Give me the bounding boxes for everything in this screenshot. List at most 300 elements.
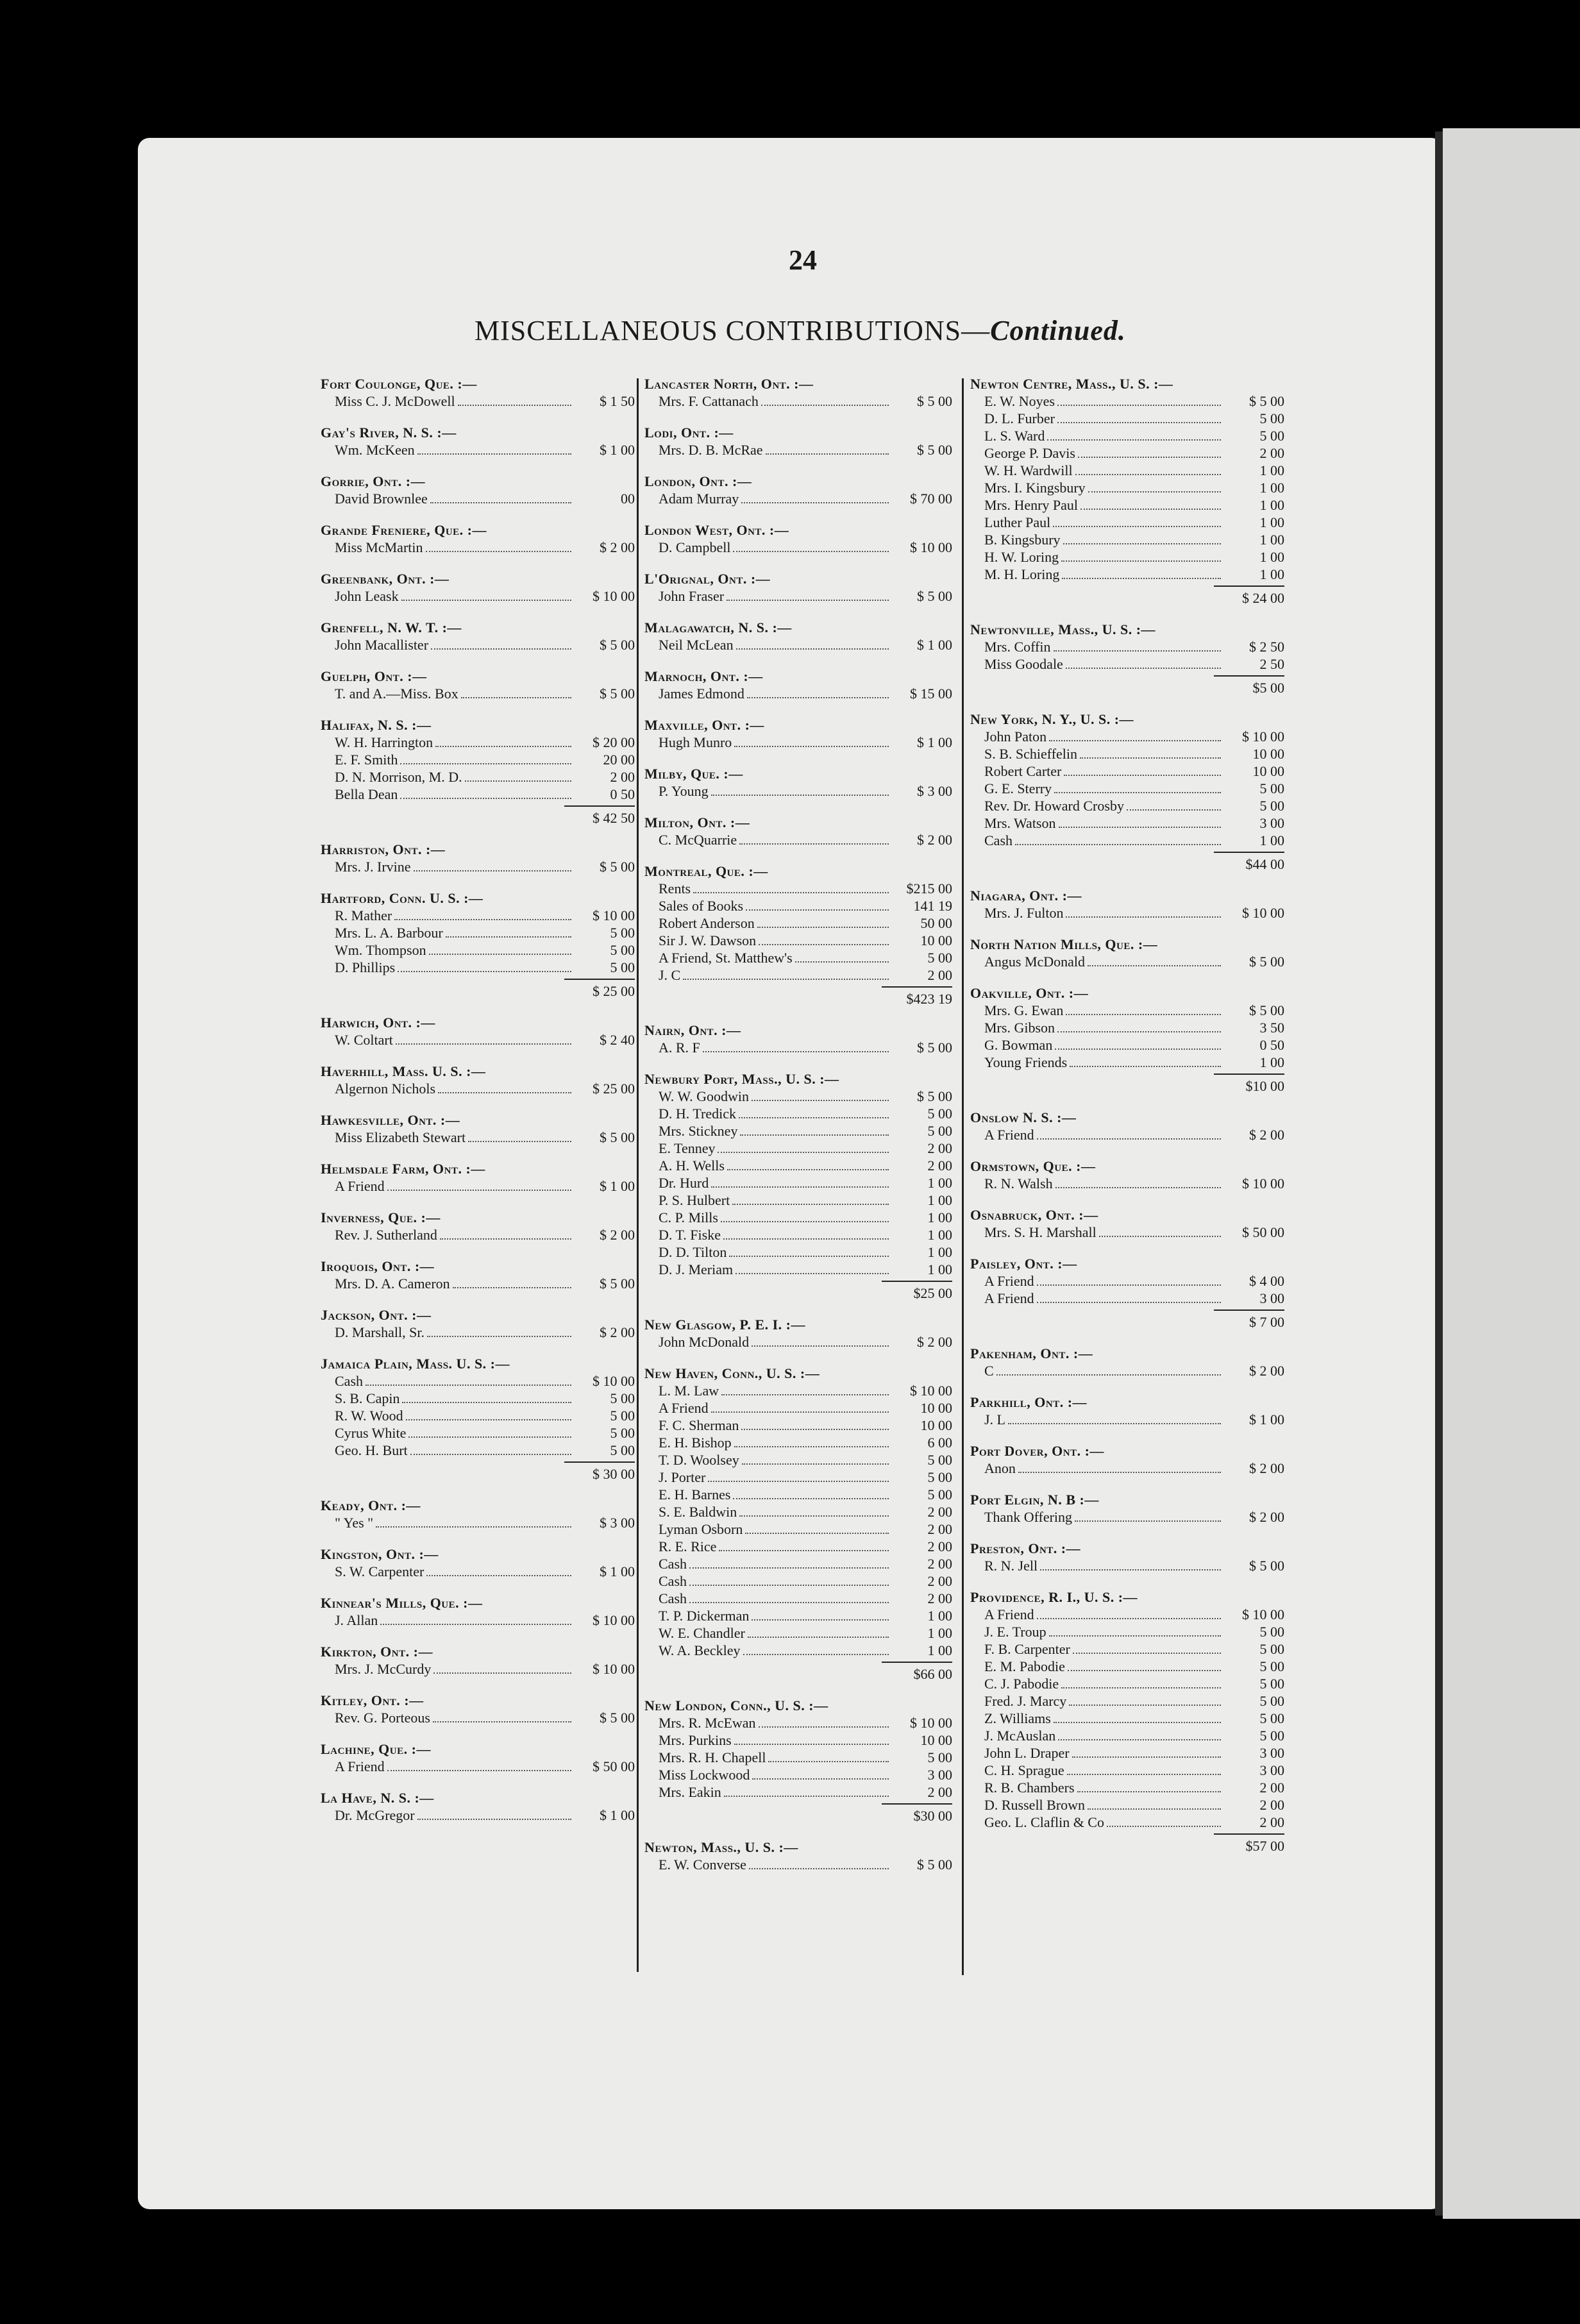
contributor-row <box>321 959 635 976</box>
contributor-row <box>644 1624 952 1642</box>
contributor-name: A. H. Wells <box>659 1158 725 1174</box>
contributor-row <box>970 1054 1284 1071</box>
contribution-entry <box>644 765 952 800</box>
dot-leader <box>739 1515 889 1517</box>
entry-total: $10 00 <box>1245 1078 1284 1094</box>
contributor-name: A Friend <box>984 1273 1034 1289</box>
contributor-row <box>644 1434 952 1451</box>
place-heading: Kitley, Ont. :— <box>321 1692 424 1708</box>
dot-leader <box>1073 1653 1221 1654</box>
contributor-name: R. N. Jell <box>984 1558 1038 1574</box>
contributor-name: Rev. J. Sutherland <box>335 1227 437 1243</box>
contributor-row <box>644 1731 952 1749</box>
dot-leader <box>1075 474 1221 475</box>
contributor-name: A Friend <box>335 1758 385 1774</box>
dot-leader <box>734 746 889 747</box>
contributor-row <box>644 392 952 410</box>
dot-leader <box>1061 560 1221 562</box>
contribution-amount: 10 00 <box>920 1400 952 1416</box>
contributor-row <box>644 1469 952 1486</box>
place-heading: New York, N. Y., U. S. :— <box>970 711 1134 727</box>
contribution-amount: $ 10 00 <box>910 1383 952 1399</box>
dot-leader <box>739 843 889 845</box>
contributor-name: Sir J. W. Dawson <box>659 932 757 948</box>
contributor-row <box>321 1275 635 1292</box>
contributor-row <box>644 1766 952 1783</box>
contributor-name: C <box>984 1363 994 1379</box>
contribution-amount: $ 1 00 <box>1249 1411 1284 1427</box>
contributor-row <box>970 762 1284 780</box>
contributor-name: Cash <box>984 832 1013 848</box>
contributor-row <box>644 1486 952 1503</box>
contributor-row <box>644 1382 952 1399</box>
contributor-name: Miss McMartin <box>335 539 423 555</box>
contributor-name: Wm. Thompson <box>335 942 426 958</box>
contribution-amount: $ 5 00 <box>917 1857 952 1873</box>
contribution-entry <box>321 1014 635 1048</box>
contributor-row <box>644 1088 952 1105</box>
contribution-amount: 2 00 <box>1259 1780 1284 1796</box>
column-divider <box>637 378 639 1972</box>
contributor-row <box>321 1372 635 1390</box>
contributor-name: Miss Lockwood <box>659 1767 750 1783</box>
contributor-row <box>644 490 952 507</box>
contributor-name: Mrs. Henry Paul <box>984 497 1079 513</box>
contribution-amount: 1 00 <box>927 1209 952 1225</box>
dot-leader <box>468 1141 571 1142</box>
dot-leader <box>739 1117 889 1118</box>
contribution-amount: 5 00 <box>610 925 635 941</box>
dot-leader <box>402 1402 571 1403</box>
contributor-row <box>644 734 952 751</box>
contributor-name: Mrs. J. Irvine <box>335 859 411 875</box>
place-heading: Keady, Ont. :— <box>321 1497 421 1513</box>
contributor-row <box>644 897 952 914</box>
dot-leader <box>1054 1722 1221 1723</box>
contribution-amount: 2 00 <box>927 1538 952 1554</box>
contribution-amount: $ 15 00 <box>910 686 952 702</box>
contributor-row <box>970 1796 1284 1814</box>
contributor-row <box>644 1157 952 1174</box>
contributor-row <box>321 1514 635 1531</box>
contribution-entry <box>644 521 952 556</box>
contribution-entry <box>321 716 635 827</box>
contributor-row <box>321 587 635 605</box>
contributor-row <box>644 1226 952 1243</box>
contribution-entry <box>321 375 635 410</box>
contributor-name: A Friend <box>984 1606 1034 1622</box>
contributor-row <box>970 780 1284 797</box>
dot-leader <box>729 1256 889 1257</box>
contributor-name: T. P. Dickerman <box>659 1608 750 1624</box>
dot-leader <box>1055 1187 1221 1188</box>
dot-leader <box>708 1481 889 1482</box>
dot-leader <box>768 1761 889 1762</box>
entry-total: $ 30 00 <box>592 1466 635 1482</box>
contribution-entry <box>644 570 952 605</box>
contributor-name: " Yes " <box>335 1515 374 1531</box>
contribution-amount: $ 25 00 <box>592 1081 635 1097</box>
contribution-amount: 3 00 <box>927 1767 952 1783</box>
contributor-row <box>970 1762 1284 1779</box>
contributor-row <box>644 1714 952 1731</box>
contribution-amount: 0 50 <box>610 786 635 802</box>
contributor-row <box>644 1572 952 1590</box>
entry-total: $44 00 <box>1245 856 1284 872</box>
contributor-name: Mrs. G. Ewan <box>984 1002 1064 1018</box>
contributor-row <box>970 1675 1284 1692</box>
contribution-entry <box>644 375 952 410</box>
place-heading: Kinnear's Mills, Que. :— <box>321 1595 483 1611</box>
place-heading: Newton Centre, Mass., U. S. :— <box>970 376 1173 392</box>
dot-leader <box>740 1134 889 1136</box>
contributor-name: F. B. Carpenter <box>984 1641 1070 1657</box>
dot-leader <box>766 453 889 455</box>
contributor-row <box>321 1129 635 1146</box>
contribution-amount: 2 00 <box>927 1573 952 1589</box>
contribution-entry <box>970 1255 1284 1331</box>
contribution-amount: 5 00 <box>1259 1676 1284 1692</box>
contributor-row <box>970 832 1284 849</box>
contributor-row <box>644 1209 952 1226</box>
entry-total: $ 42 50 <box>592 810 635 826</box>
contributor-row <box>970 1692 1284 1710</box>
dot-leader <box>431 648 571 650</box>
contribution-amount: $ 10 00 <box>1242 1175 1284 1191</box>
contribution-amount: 5 00 <box>1259 428 1284 444</box>
contributor-name: R. Mather <box>335 907 392 923</box>
dot-leader <box>741 1429 889 1430</box>
contribution-amount: $ 5 00 <box>1249 954 1284 970</box>
contributor-name: Rev. G. Porteous <box>335 1710 430 1726</box>
contribution-amount: 5 00 <box>610 1425 635 1441</box>
contributor-row <box>970 548 1284 566</box>
dot-leader <box>1057 422 1221 423</box>
dot-leader <box>1080 509 1221 510</box>
contribution-amount: 20 00 <box>603 752 635 768</box>
page-fold <box>1435 131 1443 2216</box>
contributor-name: James Edmond <box>659 686 744 702</box>
contribution-entry <box>970 936 1284 970</box>
place-heading: Preston, Ont. :— <box>970 1540 1081 1556</box>
dot-leader <box>417 1819 571 1820</box>
dot-leader <box>1047 439 1221 441</box>
contribution-amount: 1 00 <box>927 1608 952 1624</box>
place-heading: Maxville, Ont. :— <box>644 717 764 733</box>
entry-total: $66 00 <box>913 1666 952 1682</box>
contributor-name: S. B. Capin <box>335 1390 400 1406</box>
contribution-amount: 3 00 <box>1259 1762 1284 1778</box>
contributor-row <box>970 1126 1284 1143</box>
contributor-row <box>321 768 635 786</box>
dot-leader <box>749 1868 889 1869</box>
contributor-row <box>970 638 1284 655</box>
dot-leader <box>718 1152 889 1153</box>
place-heading: Milby, Que. :— <box>644 766 743 782</box>
column-divider <box>962 378 964 1975</box>
contribution-entry <box>321 521 635 556</box>
contributor-name: P. S. Hulbert <box>659 1192 730 1208</box>
place-heading: Jamaica Plain, Mass. U. S. :— <box>321 1356 510 1372</box>
contributor-row <box>970 1814 1284 1831</box>
contributor-name: C. P. Mills <box>659 1209 718 1225</box>
dot-leader <box>732 1204 889 1205</box>
contributor-row <box>321 490 635 507</box>
contributor-row <box>970 1658 1284 1675</box>
contribution-amount: $ 10 00 <box>592 1661 635 1677</box>
contributor-row <box>644 1399 952 1417</box>
contribution-entry <box>644 1316 952 1351</box>
contributor-row <box>970 1002 1284 1019</box>
contributor-name: Cash <box>659 1556 687 1572</box>
contribution-entry <box>644 1697 952 1824</box>
place-heading: Paisley, Ont. :— <box>970 1256 1077 1272</box>
dot-leader <box>733 1498 889 1499</box>
contribution-amount: 1 00 <box>927 1244 952 1260</box>
contribution-amount: 5 00 <box>1259 1693 1284 1709</box>
contributor-row <box>970 1640 1284 1658</box>
contributor-name: Sales of Books <box>659 898 743 914</box>
entry-total: $25 00 <box>913 1285 952 1301</box>
contribution-amount: $ 1 00 <box>600 1178 635 1194</box>
contributor-name: H. W. Loring <box>984 549 1059 565</box>
contributor-row <box>644 914 952 932</box>
contributor-row <box>644 1783 952 1801</box>
contributor-name: A Friend <box>984 1127 1034 1143</box>
contribution-amount: 2 00 <box>927 1158 952 1174</box>
dot-leader <box>1078 457 1221 458</box>
contributor-name: John McDonald <box>659 1334 750 1350</box>
contributor-row <box>644 1417 952 1434</box>
contribution-amount: 1 00 <box>1259 1054 1284 1070</box>
contributor-name: Wm. McKeen <box>335 442 415 458</box>
place-heading: Jackson, Ont. :— <box>321 1307 432 1323</box>
place-heading: Montreal, Que. :— <box>644 863 768 879</box>
contribution-entry <box>644 716 952 751</box>
contribution-amount: 1 00 <box>927 1192 952 1208</box>
dot-leader <box>1008 1423 1221 1424</box>
contributor-row <box>321 1563 635 1580</box>
contributor-name: Dr. McGregor <box>335 1807 415 1823</box>
contribution-amount: 2 00 <box>927 1556 952 1572</box>
contributor-name: Mrs. R. McEwan <box>659 1715 756 1731</box>
contribution-amount: $ 3 00 <box>917 783 952 799</box>
contributor-name: R. W. Wood <box>335 1408 403 1424</box>
place-heading: Fort Coulonge, Que. :— <box>321 376 477 392</box>
contributor-row <box>970 1411 1284 1428</box>
dot-leader <box>1127 809 1221 811</box>
dot-leader <box>394 919 571 920</box>
contributor-row <box>970 1175 1284 1192</box>
place-heading: La Have, N. S. :— <box>321 1790 434 1806</box>
contributor-row <box>321 685 635 702</box>
dot-leader <box>1088 491 1221 493</box>
contributor-name: Geo. H. Burt <box>335 1442 408 1458</box>
dot-leader <box>1066 1014 1221 1015</box>
contribution-amount: $ 5 00 <box>600 1276 635 1292</box>
contribution-amount: $ 4 00 <box>1249 1273 1284 1289</box>
contribution-amount: 10 00 <box>1252 763 1284 779</box>
contribution-amount: 2 00 <box>927 1784 952 1800</box>
dot-leader <box>727 600 889 601</box>
contributor-name: C. McQuarrie <box>659 832 737 848</box>
contributor-name: John L. Draper <box>984 1745 1070 1761</box>
contributor-row <box>321 1177 635 1195</box>
contribution-amount: $ 10 00 <box>910 1715 952 1731</box>
contributor-name: D. H. Tredick <box>659 1106 737 1122</box>
contribution-amount: 3 50 <box>1259 1020 1284 1036</box>
contributor-name: Miss Goodale <box>984 656 1063 672</box>
contribution-amount: 1 00 <box>927 1261 952 1277</box>
contribution-entry <box>970 984 1284 1095</box>
dot-leader <box>1057 1031 1221 1032</box>
contribution-amount: 1 00 <box>1259 497 1284 513</box>
contribution-amount: $ 2 00 <box>600 1227 635 1243</box>
contributor-row <box>970 444 1284 462</box>
dot-leader <box>1054 650 1222 652</box>
contribution-amount: 1 00 <box>927 1642 952 1658</box>
contributor-row <box>321 539 635 556</box>
contribution-amount: $ 3 00 <box>600 1515 635 1531</box>
dot-leader <box>1018 1472 1221 1473</box>
dot-leader <box>711 1186 889 1188</box>
dot-leader <box>453 1287 571 1288</box>
contribution-amount: 2 00 <box>1259 445 1284 461</box>
contributor-row <box>644 685 952 702</box>
contribution-amount: 1 00 <box>927 1175 952 1191</box>
contributor-row <box>321 392 635 410</box>
contributor-row <box>321 751 635 768</box>
dot-leader <box>430 502 571 503</box>
contribution-amount: 1 00 <box>1259 514 1284 530</box>
contributor-row <box>970 1224 1284 1241</box>
dot-leader <box>1069 1705 1221 1706</box>
contribution-amount: $ 5 00 <box>1249 393 1284 409</box>
contributor-name: Miss Elizabeth Stewart <box>335 1129 466 1145</box>
dot-leader <box>1040 1569 1221 1570</box>
dot-leader <box>745 1533 889 1534</box>
contribution-entry <box>970 375 1284 607</box>
contributor-row <box>970 427 1284 444</box>
contributor-name: Geo. L. Claflin & Co <box>984 1814 1104 1830</box>
dot-leader <box>711 1411 889 1413</box>
contributor-name: G. E. Sterry <box>984 780 1052 796</box>
contributor-name: D. T. Fiske <box>659 1227 721 1243</box>
contributor-row <box>644 1538 952 1555</box>
place-heading: Onslow N. S. :— <box>970 1109 1077 1125</box>
place-heading: Newton, Mass., U. S. :— <box>644 1839 798 1855</box>
contribution-amount: 5 00 <box>610 1390 635 1406</box>
page-title-suffix: Continued. <box>990 315 1126 346</box>
contribution-amount: 3 00 <box>1259 1745 1284 1761</box>
contributor-name: Mrs. D. A. Cameron <box>335 1276 450 1292</box>
contributor-name: Mrs. Coffin <box>984 639 1051 655</box>
contributor-name: E. W. Noyes <box>984 393 1055 409</box>
contributor-name: John Fraser <box>659 588 725 604</box>
contribution-amount: 3 00 <box>1259 815 1284 831</box>
contributor-name: Mrs. Watson <box>984 815 1056 831</box>
contribution-amount: 2 00 <box>1259 1797 1284 1813</box>
contribution-amount: 2 50 <box>1259 656 1284 672</box>
dot-leader <box>1037 1138 1221 1140</box>
contributor-row <box>321 1324 635 1341</box>
contribution-amount: $ 5 00 <box>1249 1002 1284 1018</box>
contributor-row <box>644 1140 952 1157</box>
dot-leader <box>747 697 889 698</box>
contributor-name: W. Coltart <box>335 1032 393 1048</box>
contribution-entry <box>970 1588 1284 1855</box>
contributor-row <box>644 1105 952 1122</box>
dot-leader <box>1063 543 1221 544</box>
contributor-name: D. D. Tilton <box>659 1244 727 1260</box>
contributor-name: Hugh Munro <box>659 734 732 750</box>
contributor-name: Fred. J. Marcy <box>984 1693 1067 1709</box>
contributor-row <box>970 655 1284 673</box>
dot-leader <box>1057 405 1221 406</box>
dot-leader <box>387 1190 571 1191</box>
dot-leader <box>1055 1048 1221 1050</box>
place-heading: New London, Conn., U. S. :— <box>644 1697 828 1714</box>
contributor-name: Z. Williams <box>984 1710 1051 1726</box>
contribution-entry <box>321 841 635 875</box>
entry-total: $423 19 <box>906 991 952 1007</box>
place-heading: Harwich, Ont. :— <box>321 1015 435 1031</box>
contribution-amount: 10 00 <box>920 1732 952 1748</box>
contributor-name: J. McAuslan <box>984 1728 1056 1744</box>
contributor-name: G. Bowman <box>984 1037 1053 1053</box>
contribution-amount: 2 00 <box>927 1590 952 1606</box>
contributor-name: George P. Davis <box>984 445 1075 461</box>
contribution-amount: $ 10 00 <box>1242 1606 1284 1622</box>
contribution-amount: $ 5 00 <box>600 686 635 702</box>
contribution-amount: 5 00 <box>1259 780 1284 796</box>
dot-leader <box>689 1602 889 1603</box>
column-1 <box>321 375 635 1838</box>
contribution-amount: 5 00 <box>1259 1624 1284 1640</box>
contributor-row <box>321 1031 635 1048</box>
dot-leader <box>734 1744 889 1745</box>
contributor-name: A Friend <box>659 1400 709 1416</box>
dot-leader <box>458 405 571 406</box>
dot-leader <box>440 1238 571 1240</box>
contributor-name: D. J. Meriam <box>659 1261 734 1277</box>
dot-leader <box>689 1567 889 1569</box>
contribution-entry <box>321 1692 635 1726</box>
contribution-entry <box>970 1394 1284 1428</box>
contribution-amount: $ 2 00 <box>1249 1509 1284 1525</box>
place-heading: L'Orignal, Ont. :— <box>644 571 771 587</box>
dot-leader <box>400 798 571 799</box>
contribution-amount: 5 00 <box>1259 798 1284 814</box>
contributor-name: A Friend <box>984 1290 1034 1306</box>
contribution-entry <box>644 424 952 459</box>
contributor-name: W. A. Beckley <box>659 1642 741 1658</box>
contribution-amount: 1 00 <box>1259 566 1284 582</box>
contributor-name: D. L. Furber <box>984 410 1055 426</box>
entry-total: $ 25 00 <box>592 983 635 999</box>
contributor-row <box>970 1460 1284 1477</box>
contributor-name: Mrs. J. McCurdy <box>335 1661 432 1677</box>
contribution-amount: 10 00 <box>920 932 952 948</box>
contribution-amount: $ 2 00 <box>1249 1127 1284 1143</box>
contribution-amount: $ 5 00 <box>917 393 952 409</box>
contributor-name: W. H. Wardwill <box>984 462 1073 478</box>
dot-leader <box>1064 775 1221 776</box>
dot-leader <box>996 1374 1221 1376</box>
contribution-amount: 2 00 <box>927 967 952 983</box>
contributor-row <box>970 392 1284 410</box>
contributor-row <box>321 1424 635 1442</box>
